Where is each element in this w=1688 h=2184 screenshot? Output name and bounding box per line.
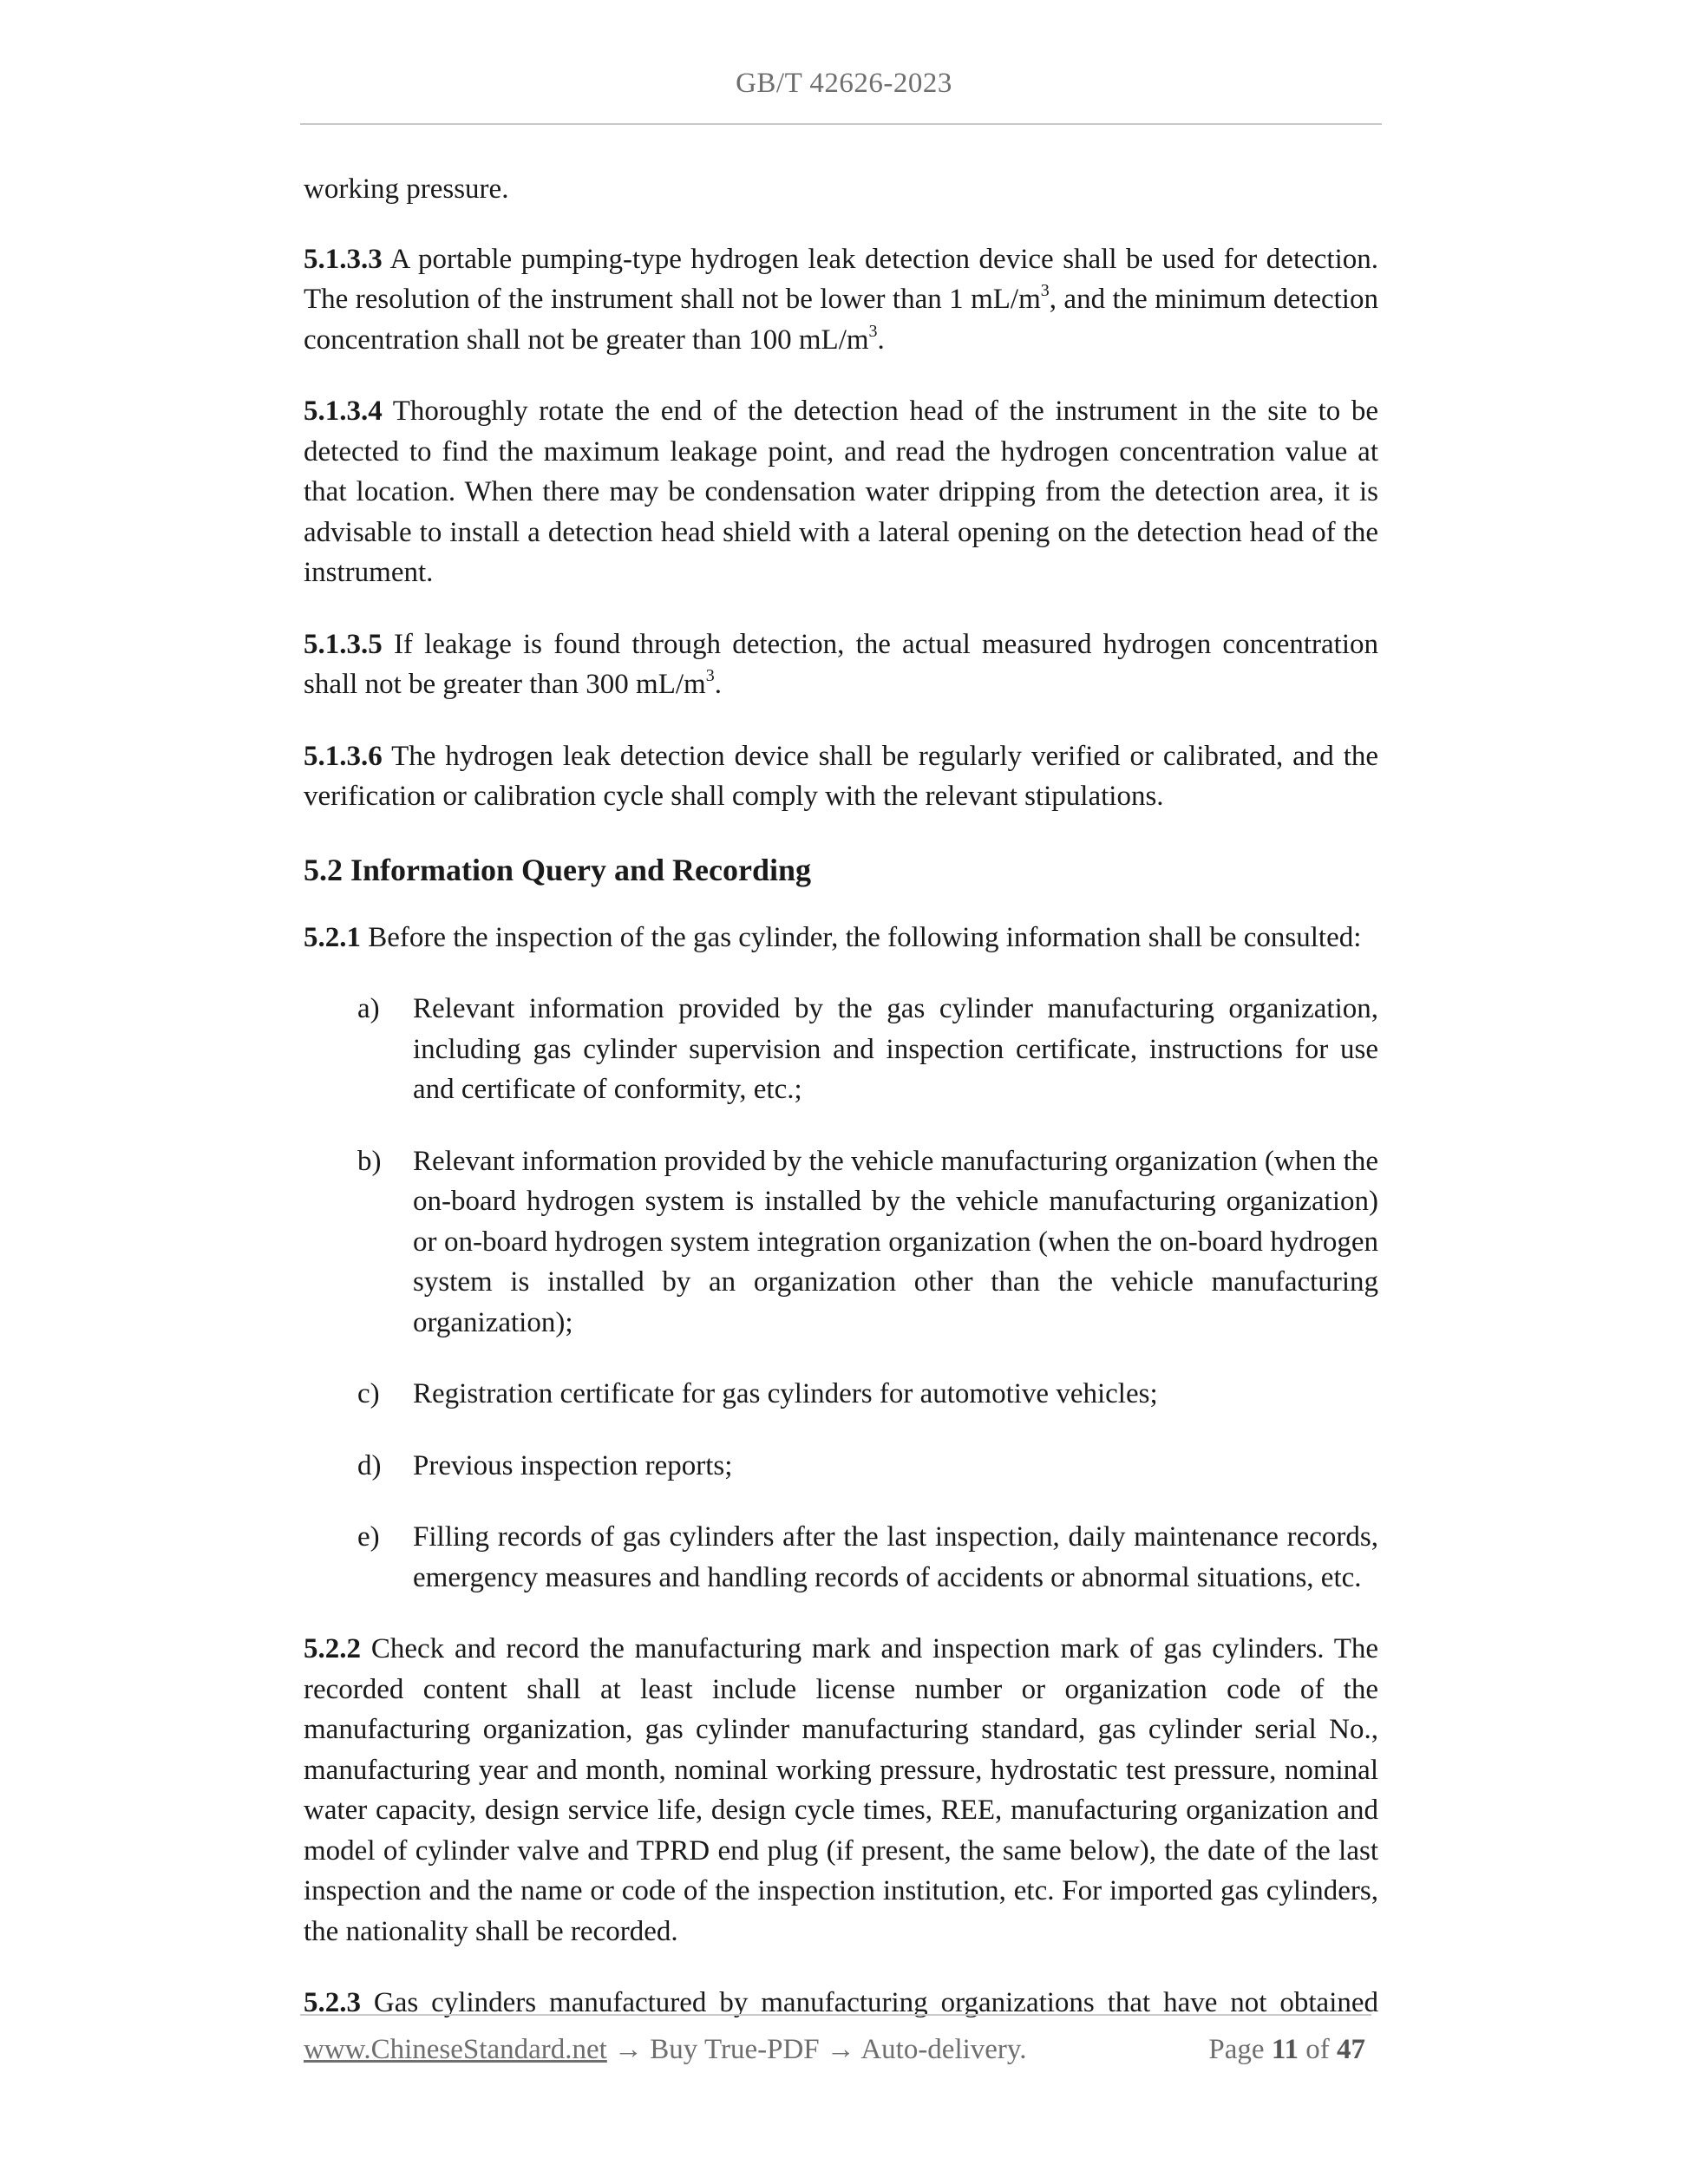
header-divider: [300, 123, 1382, 125]
clause-text: , and the minimum detection concentration shall not be greater than 100 mL/m: [304, 284, 1378, 356]
footer-promo: [304, 2034, 1027, 2066]
clause-number: 5.2.3: [304, 1987, 361, 2018]
clause-5-2-2: [304, 1629, 1378, 1952]
clause-number: 5.1.3.4: [304, 396, 383, 427]
arrow-right-icon: →: [614, 2034, 644, 2065]
list-item: [304, 989, 1378, 1110]
clause-number: 5.2.1: [304, 921, 361, 953]
clause-number: 5.1.3.5: [304, 628, 383, 660]
section-heading-5-2: 5.2 Information Query and Recording: [304, 852, 811, 887]
clause-text: Check and record the manufacturing mark and inspection mark of gas cylinders. The recorded content shall at least include license number or organization code of the manufacturing organization, gas cylinder manufacturing standard, gas cylinder serial No., manufacturing year and month, nominal working pressure, hydrostatic test pressure, nominal water capacity, design service life, design cycle times, REE, manufacturing organization and model of cylinder valve and TPRD end plug (if present, the same below), the date of the last inspection and the name or code of the inspection institution, etc. For imported gas cylinders, the nationality shall be recorded.: [304, 1633, 1378, 1947]
clause-text: A portable pumping-type hydrogen leak detection device shall be used for detection. The resolution of the instrument shall not be lower than 1 mL/m: [304, 243, 1378, 315]
list-item-label: d): [357, 1449, 382, 1481]
list-item-label: a): [357, 993, 380, 1024]
clause-text: Gas cylinders manufactured by manufacturing organizations that have not obtained: [373, 1987, 1379, 2018]
current-page: 11: [1271, 2034, 1299, 2065]
list-item-label: e): [357, 1521, 380, 1553]
arrow-right-icon: →: [826, 2034, 855, 2065]
standard-number: GB/T 42626-2023: [736, 68, 952, 99]
footer-divider: [300, 2014, 1371, 2016]
clause-number: 5.1.3.6: [304, 740, 383, 772]
clause-text: Before the inspection of the gas cylinder, the following information shall be consulted:: [368, 921, 1362, 953]
clause-5-2-1: [304, 918, 1378, 958]
clause-5-1-3-3: [304, 239, 1378, 361]
list-item: [304, 1446, 1378, 1487]
superscript: 3: [868, 321, 878, 341]
buy-pdf-text: Buy True-PDF: [650, 2034, 820, 2065]
paragraph-continuation: working pressure.: [304, 173, 509, 205]
list-item-label: b): [357, 1145, 382, 1177]
superscript: 3: [1040, 281, 1050, 300]
clause-5-1-3-6: [304, 736, 1378, 817]
list-item-text: Filling records of gas cylinders after the last inspection, daily maintenance records, emergency measures and handling records of accidents or abnormal situations, etc.: [413, 1521, 1378, 1593]
clause-text: .: [714, 669, 722, 700]
of-label: of: [1305, 2034, 1330, 2065]
clause-text: If leakage is found through detection, the actual measured hydrogen concentration shall not be greater than 300 mL/m: [304, 628, 1379, 700]
list-item: [304, 1141, 1378, 1344]
auto-delivery-text: Auto-delivery.: [860, 2034, 1027, 2065]
document-header: [0, 68, 1688, 100]
list-item-text: Relevant information provided by the vehicle manufacturing organization (when the on-board hydrogen system is installed by the vehicle manufacturing organization) or on-board hydrogen system integration organization (when the on-board hydrogen system is installed by an organization other than the vehicle manufacturing organization);: [413, 1145, 1378, 1338]
total-pages: 47: [1337, 2034, 1365, 2065]
clause-text: The hydrogen leak detection device shall be regularly verified or calibrated, and the verification or calibration cycle shall comply with the relevant stipulations.: [304, 740, 1379, 812]
clause-text: .: [877, 324, 885, 356]
clause-text: Thoroughly rotate the end of the detection head of the instrument in the site to be detected to find the maximum leakage point, and read the hydrogen concentration value at that location. When there may be condensation water dripping from the detection area, it is advisable to install a detection head shield with a lateral opening on the detection head of the instrument.: [304, 396, 1379, 588]
clause-5-2-3: [304, 1983, 1378, 2024]
page-label: Page: [1208, 2034, 1265, 2065]
list-item: [304, 1374, 1378, 1415]
list-item-text: Previous inspection reports;: [413, 1449, 733, 1481]
list-item-text: Registration certificate for gas cylinders for automotive vehicles;: [413, 1378, 1158, 1409]
clause-5-1-3-4: [304, 391, 1378, 593]
clause-number: 5.2.2: [304, 1633, 361, 1664]
clause-5-1-3-5: [304, 624, 1378, 705]
website-link[interactable]: www.ChineseStandard.net: [304, 2034, 607, 2065]
list-item-label: c): [357, 1378, 380, 1409]
page-indicator: [1208, 2034, 1365, 2066]
list-item: [304, 1517, 1378, 1598]
superscript: 3: [705, 666, 715, 685]
list-item-text: Relevant information provided by the gas cylinder manufacturing organization, including gas cylinder supervision and inspection certificate, instructions for use and certificate of conformity, etc.;: [413, 993, 1378, 1105]
page-content: [304, 169, 1378, 2055]
clause-number: 5.1.3.3: [304, 243, 383, 275]
